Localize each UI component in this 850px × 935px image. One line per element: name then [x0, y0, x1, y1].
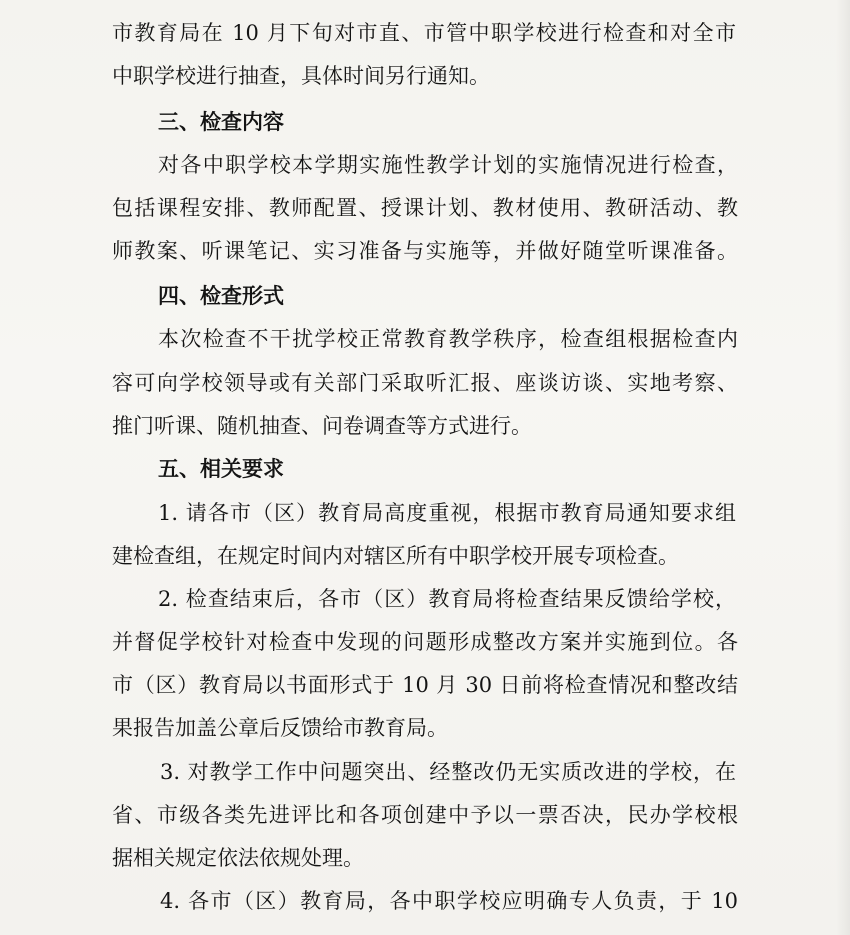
paragraph-line: [0, 232, 850, 270]
paragraph-line: [0, 623, 850, 661]
paragraph-line: [0, 580, 850, 618]
line-text: 容可向学校领导或有关部门采取听汇报、座谈访谈、实地考察、: [112, 371, 738, 395]
line-text: 1. 请各市（区）教育局高度重视，根据市教育局通知要求组: [158, 501, 736, 525]
paragraph-line: [0, 14, 850, 52]
paragraph-line: [0, 364, 850, 402]
paragraph-line: [0, 320, 850, 358]
section-heading-format: [0, 277, 850, 315]
section-heading-content: [0, 103, 850, 141]
paragraph-line: [0, 796, 850, 834]
paragraph-line: [0, 753, 850, 791]
paragraph-line: [0, 189, 850, 227]
line-text: 3. 对教学工作中问题突出、经整改仍无实质改进的学校，在: [160, 760, 736, 784]
line-text: 推门听课、随机抽查、问卷调查等方式进行。: [112, 414, 532, 438]
paragraph-line: [0, 882, 850, 920]
line-text: 本次检查不干扰学校正常教育教学秩序，检查组根据检查内: [158, 327, 738, 351]
line-text: 包括课程安排、教师配置、授课计划、教材使用、教研活动、教: [112, 196, 738, 220]
paragraph-line: [0, 146, 850, 184]
line-text: 2. 检查结束后，各市（区）教育局将检查结果反馈给学校，: [158, 587, 736, 611]
line-text: 4. 各市（区）教育局，各中职学校应明确专人负责，于 10: [160, 889, 738, 913]
paragraph-line: [0, 494, 850, 532]
line-text: 并督促学校针对检查中发现的问题形成整改方案并实施到位。各: [112, 630, 738, 654]
paragraph-line: [0, 537, 850, 575]
line-text: 建检查组，在规定时间内对辖区所有中职学校开展专项检查。: [112, 544, 679, 568]
paragraph-line: [0, 57, 850, 95]
line-text: 市（区）教育局以书面形式于 10 月 30 日前将检查情况和整改结: [112, 673, 738, 697]
line-text: 对各中职学校本学期实施性教学计划的实施情况进行检查，: [158, 153, 738, 177]
line-text: 中职学校进行抽查，具体时间另行通知。: [112, 64, 490, 88]
heading-text: 三、检查内容: [158, 110, 284, 134]
line-text: 师教案、听课笔记、实习准备与实施等，并做好随堂听课准备。: [112, 239, 738, 263]
line-text: 省、市级各类先进评比和各项创建中予以一票否决，民办学校根: [112, 803, 738, 827]
section-heading-requirements: [0, 450, 850, 488]
line-text: 果报告加盖公章后反馈给市教育局。: [112, 716, 448, 740]
line-text: 据相关规定依法依规处理。: [112, 846, 364, 870]
paragraph-line: [0, 839, 850, 877]
heading-text: 四、检查形式: [158, 284, 284, 308]
paragraph-line: [0, 407, 850, 445]
line-text: 市教育局在 10 月下旬对市直、市管中职学校进行检查和对全市: [112, 21, 736, 45]
paragraph-line: [0, 666, 850, 704]
heading-text: 五、相关要求: [158, 457, 284, 481]
paragraph-line: [0, 709, 850, 747]
